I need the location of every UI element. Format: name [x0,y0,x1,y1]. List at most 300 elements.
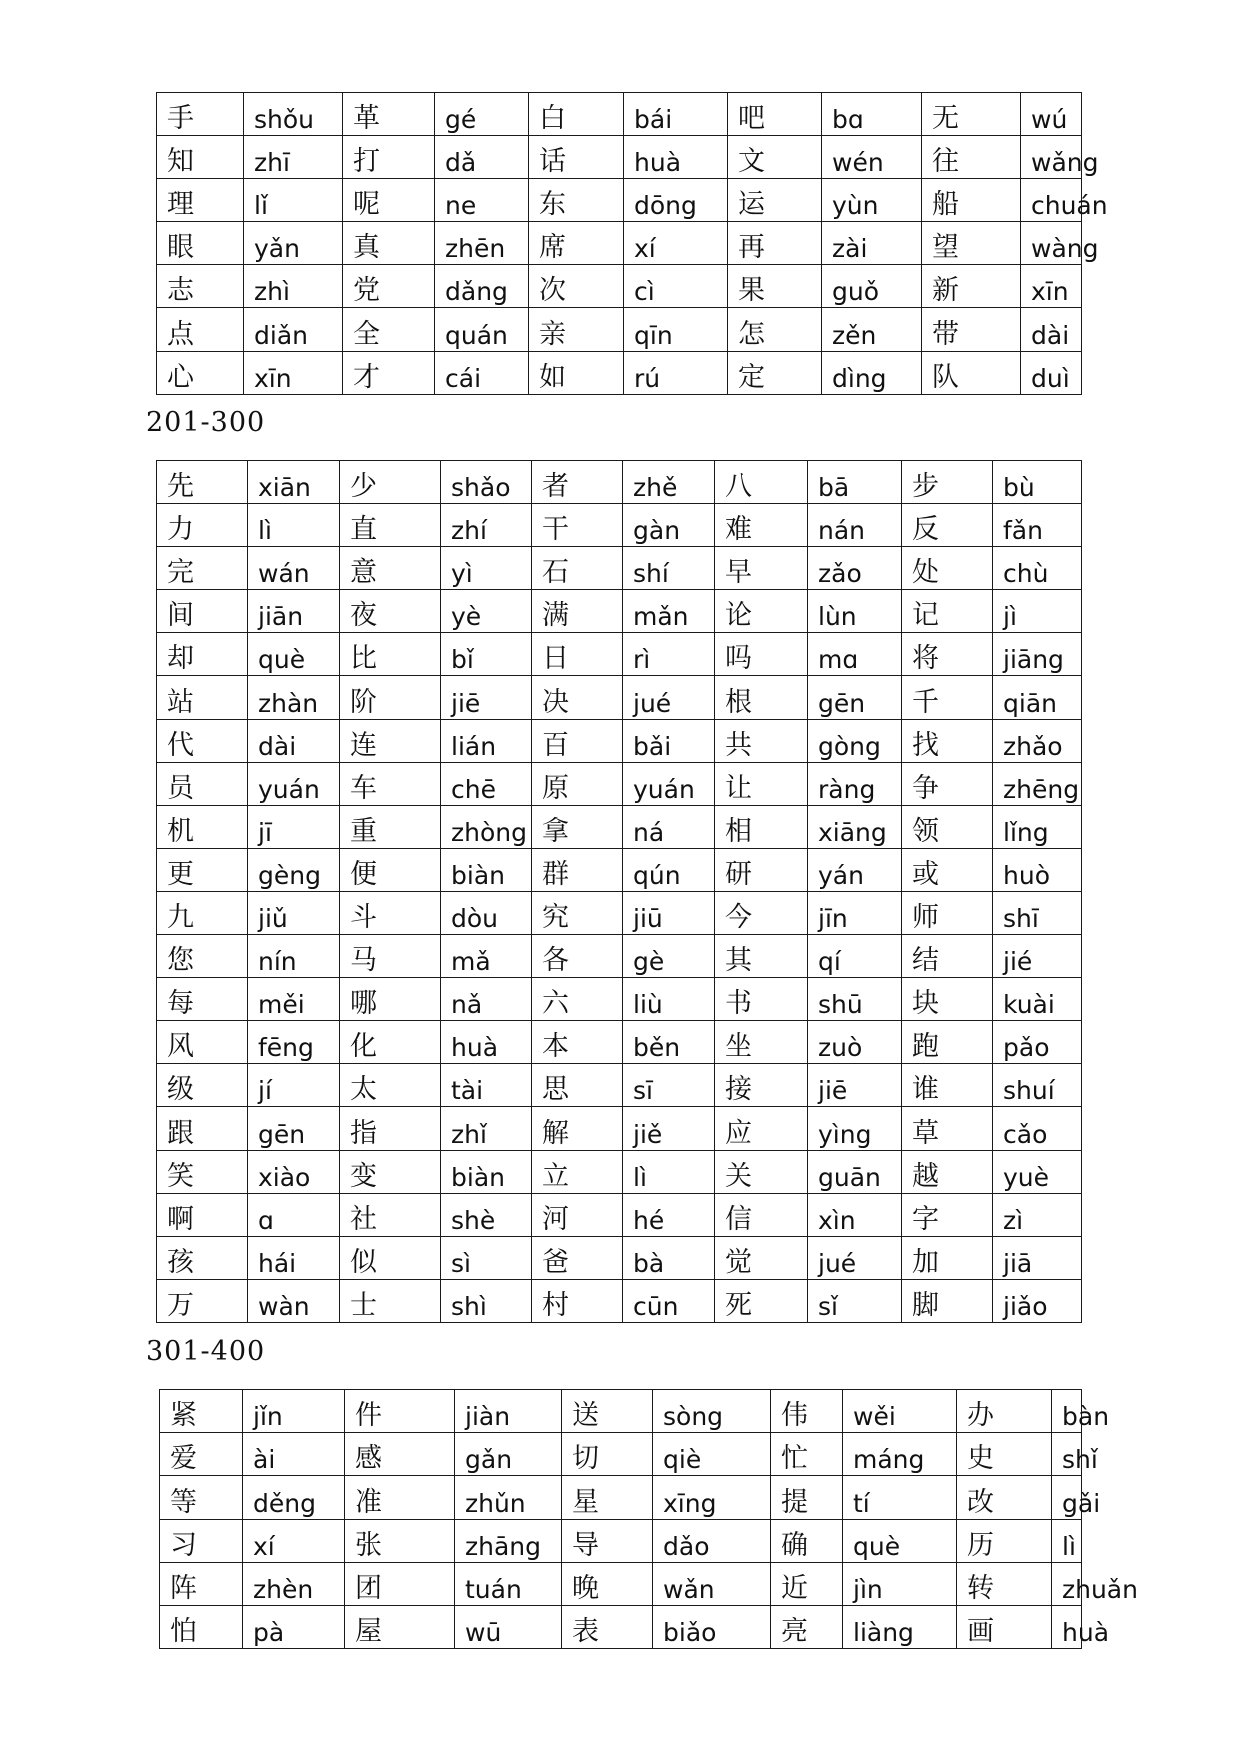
pinyin-cell: zhēng [993,762,1082,805]
pinyin-cell: cì [624,265,728,308]
table-row [157,136,1082,179]
section-heading-301-400: 301-400 [146,1336,266,1367]
pinyin-cell: jié [993,935,1082,978]
pinyin-cell: bɑ [822,93,922,136]
table-row [157,719,1082,762]
hanzi-cell: 代 [157,719,248,762]
hanzi-cell: 八 [715,461,808,504]
hanzi-cell: 夜 [340,590,441,633]
pinyin-cell: zì [993,1193,1082,1236]
table-row [157,93,1082,136]
hanzi-cell: 史 [957,1433,1052,1476]
pinyin-cell: yǎn [244,222,343,265]
table-row [157,1107,1082,1150]
pinyin-cell: dōng [624,179,728,222]
pinyin-cell: yùn [822,179,922,222]
pinyin-cell: rì [623,633,715,676]
hanzi-cell: 阵 [160,1562,243,1605]
hanzi-cell: 呢 [343,179,435,222]
hanzi-cell: 其 [715,935,808,978]
pinyin-cell: zhuǎn [1052,1562,1082,1605]
hanzi-cell: 晚 [562,1562,653,1605]
hanzi-cell: 各 [532,935,623,978]
hanzi-cell: 改 [957,1476,1052,1519]
hanzi-cell: 论 [715,590,808,633]
hanzi-cell: 社 [340,1193,441,1236]
pinyin-cell: guān [808,1150,902,1193]
hanzi-cell: 运 [728,179,822,222]
pinyin-cell: gēn [248,1107,340,1150]
pinyin-cell: jiē [441,676,532,719]
pinyin-cell: wán [248,547,340,590]
pinyin-cell: hái [248,1236,340,1279]
pinyin-cell: gòng [808,719,902,762]
pinyin-cell: jiàn [455,1390,562,1433]
hanzi-cell: 确 [771,1519,843,1562]
hanzi-cell: 信 [715,1193,808,1236]
hanzi-cell: 完 [157,547,248,590]
hanzi-cell: 表 [562,1605,653,1648]
hanzi-cell: 直 [340,504,441,547]
table-row [160,1433,1082,1476]
pinyin-cell: zhēn [435,222,529,265]
hanzi-cell: 啊 [157,1193,248,1236]
hanzi-cell: 结 [902,935,993,978]
table-row [157,461,1082,504]
hanzi-cell: 阶 [340,676,441,719]
hanzi-cell: 忙 [771,1433,843,1476]
pinyin-cell: bǎi [623,719,715,762]
table-row [157,676,1082,719]
hanzi-cell: 点 [157,308,244,351]
table-row [157,547,1082,590]
pinyin-cell: qiān [993,676,1082,719]
pinyin-cell: bǐ [441,633,532,676]
hanzi-cell: 理 [157,179,244,222]
pinyin-cell: zhèn [243,1562,345,1605]
table-row [157,633,1082,676]
pinyin-cell: lǐng [993,805,1082,848]
hanzi-cell: 连 [340,719,441,762]
pinyin-cell: shuí [993,1064,1082,1107]
hanzi-cell: 白 [529,93,624,136]
pinyin-cell: jī [248,805,340,848]
hanzi-cell: 站 [157,676,248,719]
hanzi-cell: 九 [157,891,248,934]
table-row [160,1562,1082,1605]
hanzi-cell: 定 [728,351,822,394]
hanzi-cell: 石 [532,547,623,590]
pinyin-cell: cǎo [993,1107,1082,1150]
hanzi-cell: 意 [340,547,441,590]
pinyin-cell: lùn [808,590,902,633]
pinyin-cell: dǎng [435,265,529,308]
pinyin-cell: jiǔ [248,891,340,934]
hanzi-cell: 果 [728,265,822,308]
hanzi-cell: 步 [902,461,993,504]
hanzi-cell: 每 [157,978,248,1021]
hanzi-cell: 往 [922,136,1021,179]
hanzi-cell: 党 [343,265,435,308]
table-row [157,504,1082,547]
pinyin-cell: zǎo [808,547,902,590]
hanzi-cell: 日 [532,633,623,676]
pinyin-cell: dǎo [653,1519,771,1562]
pinyin-cell: zhī [244,136,343,179]
pinyin-cell: jiě [623,1107,715,1150]
pinyin-cell: jiū [623,891,715,934]
hanzi-cell: 孩 [157,1236,248,1279]
hanzi-cell: 谁 [902,1064,993,1107]
hanzi-cell: 手 [157,93,244,136]
pinyin-cell: dǎ [435,136,529,179]
pinyin-cell: wū [455,1605,562,1648]
hanzi-cell: 新 [922,265,1021,308]
hanzi-cell: 立 [532,1150,623,1193]
hanzi-cell: 将 [902,633,993,676]
hanzi-cell: 次 [529,265,624,308]
pinyin-cell: jīn [808,891,902,934]
hanzi-cell: 先 [157,461,248,504]
hanzi-cell: 六 [532,978,623,1021]
pinyin-cell: xiào [248,1150,340,1193]
pinyin-cell: xīng [653,1476,771,1519]
table-row [157,935,1082,978]
hanzi-cell: 风 [157,1021,248,1064]
hanzi-cell: 画 [957,1605,1052,1648]
hanzi-cell: 星 [562,1476,653,1519]
hanzi-cell: 争 [902,762,993,805]
table-row [157,848,1082,891]
pinyin-cell: shǒu [244,93,343,136]
hanzi-cell: 机 [157,805,248,848]
pinyin-cell: liù [623,978,715,1021]
pinyin-cell: gé [435,93,529,136]
pinyin-cell: wěi [843,1390,957,1433]
pinyin-cell: zhí [441,504,532,547]
section-heading-201-300: 201-300 [146,407,266,438]
hanzi-cell: 记 [902,590,993,633]
hanzi-cell: 脚 [902,1279,993,1322]
pinyin-cell: měi [248,978,340,1021]
hanzi-cell: 比 [340,633,441,676]
hanzi-cell: 习 [160,1519,243,1562]
pinyin-cell: wǎn [653,1562,771,1605]
pinyin-cell: jiā [993,1236,1082,1279]
hanzi-cell: 如 [529,351,624,394]
hanzi-cell: 决 [532,676,623,719]
pinyin-cell: dài [1021,308,1082,351]
hanzi-cell: 话 [529,136,624,179]
table-row [157,222,1082,265]
hanzi-cell: 亮 [771,1605,843,1648]
pinyin-cell: yuán [623,762,715,805]
hanzi-cell: 紧 [160,1390,243,1433]
pinyin-cell: zuò [808,1021,902,1064]
hanzi-cell: 爸 [532,1236,623,1279]
hanzi-cell: 马 [340,935,441,978]
hanzi-cell: 万 [157,1279,248,1322]
table-row [160,1519,1082,1562]
pinyin-cell: chē [441,762,532,805]
hanzi-cell: 亲 [529,308,624,351]
pinyin-cell: yìng [808,1107,902,1150]
pinyin-cell: yuán [248,762,340,805]
hanzi-cell: 早 [715,547,808,590]
hanzi-cell: 反 [902,504,993,547]
table-row [160,1605,1082,1648]
table-row [157,1236,1082,1279]
hanzi-cell: 东 [529,179,624,222]
pinyin-cell: xīn [244,351,343,394]
pinyin-cell: sì [441,1236,532,1279]
hanzi-cell: 跟 [157,1107,248,1150]
hanzi-cell: 才 [343,351,435,394]
pinyin-cell: wàng [1021,222,1082,265]
pinyin-cell: běn [623,1021,715,1064]
hanzi-cell: 屋 [345,1605,455,1648]
table-row [157,265,1082,308]
hanzi-cell: 群 [532,848,623,891]
hanzi-cell: 觉 [715,1236,808,1279]
table-row [157,179,1082,222]
pinyin-cell: shǎo [441,461,532,504]
hanzi-cell: 字 [902,1193,993,1236]
hanzi-cell: 船 [922,179,1021,222]
hanzi-cell: 百 [532,719,623,762]
pinyin-cell: yán [808,848,902,891]
pinyin-cell: gǎi [1052,1476,1082,1519]
hanzi-cell: 今 [715,891,808,934]
pinyin-cell: ne [435,179,529,222]
pinyin-cell: jiǎo [993,1279,1082,1322]
pinyin-cell: huà [624,136,728,179]
pinyin-cell: gè [623,935,715,978]
hanzi-cell: 本 [532,1021,623,1064]
hanzi-cell: 导 [562,1519,653,1562]
pinyin-cell: jiē [808,1064,902,1107]
pinyin-cell: lián [441,719,532,762]
hanzi-cell: 队 [922,351,1021,394]
pinyin-cell: rú [624,351,728,394]
pinyin-cell: xìn [808,1193,902,1236]
pinyin-cell: qiè [653,1433,771,1476]
pinyin-cell: jué [623,676,715,719]
hanzi-cell: 应 [715,1107,808,1150]
hanzi-cell: 少 [340,461,441,504]
pinyin-cell: pà [243,1605,345,1648]
hanzi-cell: 坐 [715,1021,808,1064]
pinyin-cell: nán [808,504,902,547]
pinyin-cell: ná [623,805,715,848]
hanzi-cell: 共 [715,719,808,762]
pinyin-cell: huà [441,1021,532,1064]
pinyin-cell: xí [624,222,728,265]
hanzi-cell: 跑 [902,1021,993,1064]
hanzi-cell: 满 [532,590,623,633]
pinyin-cell: huò [993,848,1082,891]
pinyin-cell: wǎng [1021,136,1082,179]
pinyin-cell: dài [248,719,340,762]
pinyin-cell: chù [993,547,1082,590]
pinyin-cell: yì [441,547,532,590]
pinyin-cell: bà [623,1236,715,1279]
pinyin-cell: cái [435,351,529,394]
pinyin-cell: mǎ [441,935,532,978]
pinyin-cell: qún [623,848,715,891]
table-row [157,1021,1082,1064]
hanzi-cell: 哪 [340,978,441,1021]
hanzi-cell: 关 [715,1150,808,1193]
hanzi-cell: 士 [340,1279,441,1322]
pinyin-cell: yè [441,590,532,633]
pinyin-cell: duì [1021,351,1082,394]
table-row [157,978,1082,1021]
pinyin-cell: ài [243,1433,345,1476]
table-row [157,1193,1082,1236]
pinyin-cell: sǐ [808,1279,902,1322]
hanzi-cell: 相 [715,805,808,848]
table-row [157,1064,1082,1107]
pinyin-cell: sī [623,1064,715,1107]
character-table-201-300 [156,460,1082,1323]
hanzi-cell: 带 [922,308,1021,351]
pinyin-cell: jiāng [993,633,1082,676]
pinyin-cell: gàn [623,504,715,547]
hanzi-cell: 指 [340,1107,441,1150]
hanzi-cell: 越 [902,1150,993,1193]
pinyin-cell: jué [808,1236,902,1279]
hanzi-cell: 化 [340,1021,441,1064]
pinyin-cell: shì [441,1279,532,1322]
table-row [157,891,1082,934]
hanzi-cell: 拿 [532,805,623,848]
pinyin-cell: gèng [248,848,340,891]
hanzi-cell: 级 [157,1064,248,1107]
hanzi-cell: 块 [902,978,993,1021]
hanzi-cell: 笑 [157,1150,248,1193]
hanzi-cell: 再 [728,222,822,265]
pinyin-cell: fēng [248,1021,340,1064]
hanzi-cell: 加 [902,1236,993,1279]
pinyin-cell: zhàn [248,676,340,719]
pinyin-cell: huà [1052,1605,1082,1648]
pinyin-cell: děng [243,1476,345,1519]
hanzi-cell: 真 [343,222,435,265]
table-row [157,308,1082,351]
pinyin-cell: nǎ [441,978,532,1021]
pinyin-cell: bù [993,461,1082,504]
pinyin-cell: bái [624,93,728,136]
hanzi-cell: 解 [532,1107,623,1150]
hanzi-cell: 书 [715,978,808,1021]
pinyin-cell: jiān [248,590,340,633]
pinyin-cell: tuán [455,1562,562,1605]
hanzi-cell: 无 [922,93,1021,136]
pinyin-cell: bā [808,461,902,504]
hanzi-cell: 或 [902,848,993,891]
pinyin-cell: zhǎo [993,719,1082,762]
pinyin-cell: gǎn [455,1433,562,1476]
hanzi-cell: 间 [157,590,248,633]
pinyin-cell: cūn [623,1279,715,1322]
hanzi-cell: 领 [902,805,993,848]
pinyin-cell: zhǔn [455,1476,562,1519]
hanzi-cell: 感 [345,1433,455,1476]
pinyin-cell: yuè [993,1150,1082,1193]
table-row [157,805,1082,848]
pinyin-cell: jǐn [243,1390,345,1433]
hanzi-cell: 更 [157,848,248,891]
pinyin-cell: zhì [244,265,343,308]
pinyin-cell: guǒ [822,265,922,308]
pinyin-cell: zhě [623,461,715,504]
table-row [160,1476,1082,1519]
pinyin-cell: xí [243,1519,345,1562]
hanzi-cell: 您 [157,935,248,978]
hanzi-cell: 知 [157,136,244,179]
pinyin-cell: shǐ [1052,1433,1082,1476]
pinyin-cell: zài [822,222,922,265]
hanzi-cell: 张 [345,1519,455,1562]
hanzi-cell: 切 [562,1433,653,1476]
hanzi-cell: 准 [345,1476,455,1519]
pinyin-cell: bàn [1052,1390,1082,1433]
hanzi-cell: 力 [157,504,248,547]
hanzi-cell: 似 [340,1236,441,1279]
pinyin-cell: jìn [843,1562,957,1605]
table-row [157,762,1082,805]
pinyin-cell: biǎo [653,1605,771,1648]
pinyin-cell: tài [441,1064,532,1107]
pinyin-cell: zhǐ [441,1107,532,1150]
hanzi-cell: 村 [532,1279,623,1322]
hanzi-cell: 却 [157,633,248,676]
pinyin-cell: lì [248,504,340,547]
table-row [157,1279,1082,1322]
pinyin-cell: nín [248,935,340,978]
hanzi-cell: 者 [532,461,623,504]
hanzi-cell: 斗 [340,891,441,934]
hanzi-cell: 全 [343,308,435,351]
hanzi-cell: 师 [902,891,993,934]
pinyin-cell: liàng [843,1605,957,1648]
pinyin-cell: máng [843,1433,957,1476]
pinyin-cell: quán [435,308,529,351]
hanzi-cell: 件 [345,1390,455,1433]
pinyin-cell: jí [248,1064,340,1107]
pinyin-cell: shè [441,1193,532,1236]
hanzi-cell: 车 [340,762,441,805]
hanzi-cell: 河 [532,1193,623,1236]
table-row [160,1390,1082,1433]
pinyin-cell: què [248,633,340,676]
pinyin-cell: qí [808,935,902,978]
hanzi-cell: 伟 [771,1390,843,1433]
hanzi-cell: 变 [340,1150,441,1193]
hanzi-cell: 望 [922,222,1021,265]
pinyin-cell: mǎn [623,590,715,633]
pinyin-cell: xīn [1021,265,1082,308]
hanzi-cell: 文 [728,136,822,179]
pinyin-cell: zhòng [441,805,532,848]
hanzi-cell: 眼 [157,222,244,265]
hanzi-cell: 心 [157,351,244,394]
pinyin-cell: zěn [822,308,922,351]
hanzi-cell: 千 [902,676,993,719]
hanzi-cell: 干 [532,504,623,547]
hanzi-cell: 送 [562,1390,653,1433]
